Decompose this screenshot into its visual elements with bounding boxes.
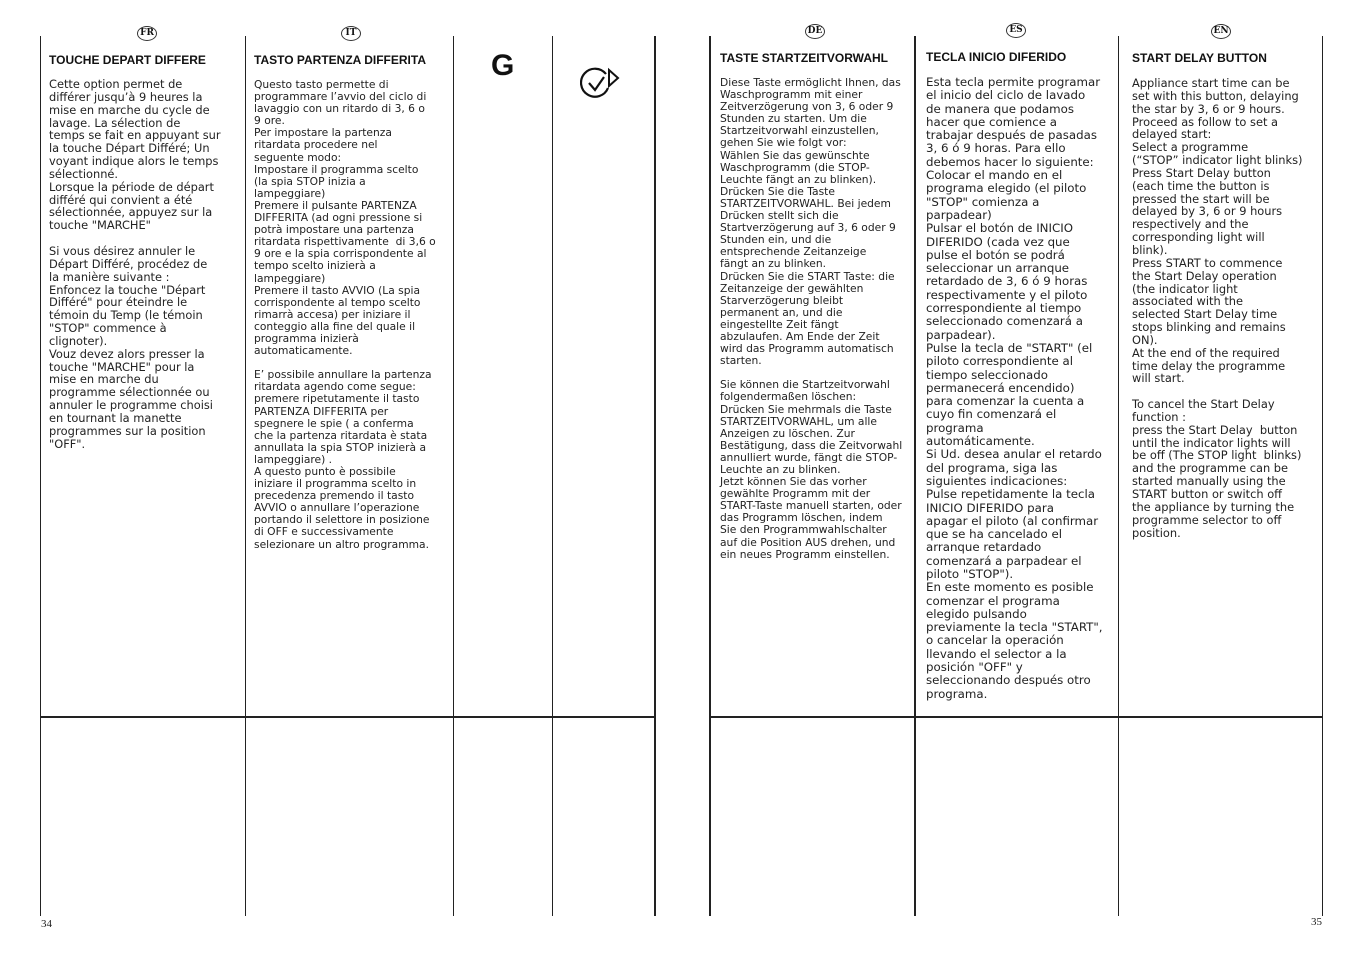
section-body-en: Appliance start time can be set with this button, delaying the star by 3, 6 or 9 hours. Proceed as follow to set a delayed start: Select a programme (“STOP” indicator light blinks) Press Start Delay button (each time the button is pressed the start will be delayed by 3, 6 or 9 hours respectively and the corresponding light will blink). Press START to commence the Start Delay operation (the indicator light associated with the selected Start Delay time stops blinking and remains ON). At the end of the required time delay the programme will start. To cancel the Start Delay function : press the Start Delay button until the indicator lights will be off (The STOP light blinks) and the programme can be started manually using the START button or switch off the appliance by turning the programme selector to off position. bbox=[1132, 76, 1303, 540]
section-heading-de: TASTE STARTZEITVORWAHL bbox=[720, 51, 888, 65]
column-divider bbox=[453, 36, 454, 916]
right-page-section-rule bbox=[709, 716, 1323, 718]
section-heading-en: START DELAY BUTTON bbox=[1132, 51, 1267, 65]
language-badge-en: EN bbox=[1211, 24, 1231, 39]
section-heading-fr: TOUCHE DEPART DIFFERE bbox=[49, 53, 206, 67]
language-badge-es: ES bbox=[1006, 23, 1026, 38]
section-heading-es: TECLA INICIO DIFERIDO bbox=[926, 50, 1067, 64]
section-body-it: Questo tasto permette di programmare l’avvio del ciclo di lavaggio con un ritardo di 3, 6 o 9 ore. Per impostare la partenza ritardata procedere nel seguente modo: Impostare il programma scelto (la spia STOP inizia a lampeggiare) Premere il pulsante PARTENZA DIFFERITA (ad ogni pressione si potrà impostare una partenza ritardata rispettivamente di 3,6 o 9 ore e la spia corrispondente al tempo scelto inizierà a lampeggiare) Premere il tasto AVVIO (La spia corrispondente al tempo scelto rimarrà accesa) per iniziare il conteggio alla fine del quale il programma inizierà automaticamente. E’ possibile annullare la partenza ritardata agendo come segue: premere ripetutamente il tasto PARTENZA DIFFERITA per spegnere le spie ( a conferma che la partenza ritardata è stata annullata la spia STOP inizierà a lampeggiare) . A questo punto è possibile iniziare il programma scelto in precedenza premendo il tasto AVVIO o annullare l’operazione portando il selettore in posizione di OFF e successivamente selezionare un altro programma. bbox=[254, 78, 436, 551]
page-number-left: 34 bbox=[41, 918, 52, 930]
section-heading-it: TASTO PARTENZA DIFFERITA bbox=[254, 53, 426, 67]
language-badge-it: IT bbox=[341, 26, 361, 41]
column-divider bbox=[245, 36, 246, 916]
page-number-right: 35 bbox=[1311, 916, 1322, 928]
left-page-border bbox=[40, 36, 41, 916]
symbol-letter-g: G bbox=[491, 49, 515, 82]
left-page-right-border bbox=[654, 36, 656, 916]
column-divider bbox=[552, 36, 553, 916]
language-badge-fr: FR bbox=[137, 26, 157, 41]
language-badge-de: DE bbox=[805, 24, 825, 39]
column-divider bbox=[1118, 36, 1119, 916]
section-body-fr: Cette option permet de différer jusqu’à 9 heures la mise en marche du cycle de lavage. La sélection de temps se fait en appuyant sur la touche Départ Différé; Un voyant indique alors le temps sélectionné. Lorsque la période de départ différé qui convient a été sélectionnée, appuyez sur la touche "MARCHE" Si vous désirez annuler le Départ Différé, procédez de la manière suivante : Enfoncez la touche "Départ Différé" pour éteindre le témoin du Temp (le témoin "STOP" commence à clignoter). Vouz devez alors presser la touche "MARCHE" pour la mise en marche du programme sélectionnée ou annuler le programme choisi en tournant la manette programmes sur la position "OFF". bbox=[49, 77, 221, 451]
section-body-es: Esta tecla permite programar el inicio del ciclo de lavado de manera que podamos hacer que comience a trabajar después de pasadas 3, 6 ó 9 horas. Para ello debemos hacer lo siguiente: Colocar el mando en el programa elegido (el piloto "STOP" comienza a parpadear) Pulsar el botón de INICIO DIFERIDO (cada vez que pulse el botón se podrá seleccionar un arranque retardado de 3, 6 ó 9 horas respectivamente y el piloto correspondiente al tiempo seleccionado comenzará a parpadear). Pulse la tecla de "START" (el piloto correspondiente al tiempo seleccionado permanecerá encendido) para comenzar la cuenta a cuyo fin comenzará el programa automáticamente. Si Ud. desea anular el retardo del programa, siga las siguientes indicaciones: Pulse repetidamente la tecla INICIO DIFERIDO para apagar el piloto (al confirmar que se ha cancelado el arranque retardado comenzará a parpadear el piloto "STOP"). En este momento es posible comenzar el programa elegido pulsando previamente la tecla "START", o cancelar la operación llevando el selector a la posición "OFF" y seleccionando después otro programa. bbox=[926, 75, 1103, 701]
right-page-left-border bbox=[709, 36, 711, 916]
start-delay-icon bbox=[580, 64, 622, 102]
left-page-section-rule bbox=[40, 716, 656, 718]
right-page-border bbox=[1322, 36, 1323, 916]
column-divider bbox=[914, 36, 916, 916]
section-body-de: Diese Taste ermöglicht Ihnen, das Waschprogramm mit einer Zeitverzögerung von 3, 6 oder 9 Stunden zu starten. Um die Startzeitvorwahl einzustellen, gehen Sie wie folgt vor: Wählen Sie das gewünschte Waschprogramm (die STOP- Leuchte fängt an zu blinken). Drücken Sie die Taste STARTZEITVORWAHL. Bei jedem Drücken stellt sich die Startverzögerung auf 3, 6 oder 9 Stunden ein, und die entsprechende Zeitanzeige fängt an zu blinken. Drücken Sie die START Taste: die Zeitanzeige der gewählten Starverzögerung bleibt permanent an, und die eingestellte Zeit fängt abzulaufen. Am Ende der Zeit wird das Programm automatisch starten. Sie können die Startzeitvorwahl folgendermaßen löschen: Drücken Sie mehrmals die Taste STARTZEITVORWAHL, um alle Anzeigen zu löschen. Zur Bestätigung, dass die Zeitvorwahl annulliert wurde, fängt die STOP- Leuchte an zu blinken. Jetzt können Sie das vorher gewählte Programm mit der START-Taste manuell starten, oder das Programm löschen, indem Sie den Programmwahlschalter auf die Position AUS drehen, und ein neues Programm einstellen. bbox=[720, 76, 903, 561]
